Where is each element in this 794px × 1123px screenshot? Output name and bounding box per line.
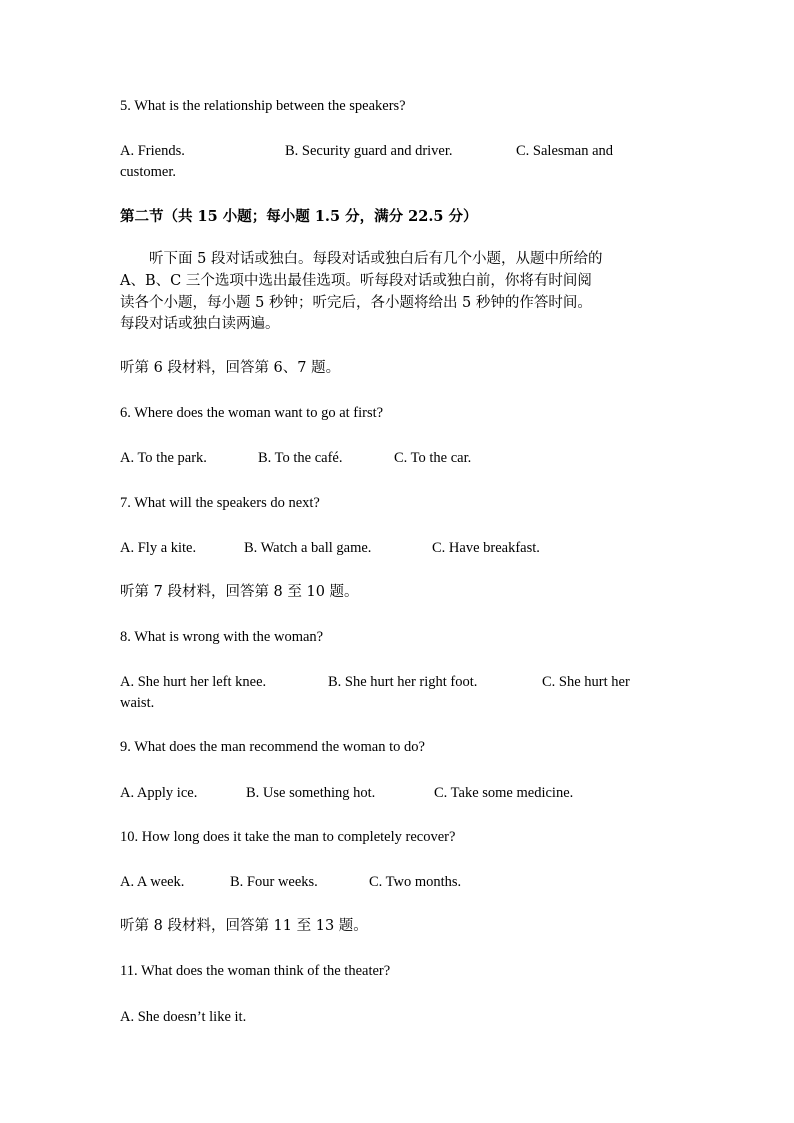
question-6: 6. Where does the woman want to go at first? [120, 405, 384, 421]
option-c: C. Take some medicine. [434, 785, 574, 801]
option-c-continuation: waist. [120, 695, 155, 711]
material-8-label: 听第 8 段材料，回答第 11 至 13 题。 [120, 918, 368, 934]
question-7-options [120, 538, 540, 559]
question-6-options [120, 448, 471, 469]
question-5-options [120, 141, 613, 162]
option-c: C. Salesman and [516, 143, 614, 159]
option-b: B. Four weeks. [230, 874, 318, 890]
option-c-continuation: customer. [120, 164, 176, 180]
option-a: A. To the park. [120, 450, 207, 466]
option-a: A. Apply ice. [120, 785, 198, 801]
material-6-label: 听第 6 段材料，回答第 6、7 题。 [120, 360, 341, 376]
option-b: B. Security guard and driver. [285, 143, 453, 159]
question-10: 10. How long does it take the man to completely recover? [120, 829, 456, 845]
question-11: 11. What does the woman think of the theater? [120, 963, 391, 979]
option-a: A. A week. [120, 874, 185, 890]
option-c: C. To the car. [394, 450, 472, 466]
instructions-line-1: 听下面 5 段对话或独白。每段对话或独白后有几个小题，从题中所给的 [149, 251, 603, 267]
instructions-line-3: 读各个小题，每小题 5 秒钟；听完后，各小题将给出 5 秒钟的作答时间。 [120, 295, 592, 311]
option-a: A. Fly a kite. [120, 540, 197, 556]
instructions-line-2: A、B、C 三个选项中选出最佳选项。听每段对话或独白前，你将有时间阅 [120, 273, 592, 289]
material-7-label: 听第 7 段材料，回答第 8 至 10 题。 [120, 584, 359, 600]
question-9-options [120, 783, 573, 804]
option-c: C. Have breakfast. [432, 540, 540, 556]
option-b: B. She hurt her right foot. [328, 674, 478, 690]
question-8-options [120, 672, 630, 693]
option-c: C. She hurt her [542, 674, 630, 690]
option-b: B. Use something hot. [246, 785, 376, 801]
section-heading: 第二节（共 15 小题；每小题 1.5 分，满分 22.5 分） [120, 208, 478, 225]
question-10-options [120, 872, 461, 893]
option-b: B. Watch a ball game. [244, 540, 372, 556]
option-a: A. She doesn’t like it. [120, 1009, 247, 1025]
question-8: 8. What is wrong with the woman? [120, 629, 324, 645]
question-7: 7. What will the speakers do next? [120, 495, 320, 511]
question-9: 9. What does the man recommend the woman to do? [120, 739, 425, 755]
option-a: A. She hurt her left knee. [120, 674, 267, 690]
option-c: C. Two months. [369, 874, 462, 890]
option-b: B. To the café. [258, 450, 343, 466]
question-5: 5. What is the relationship between the speakers? [120, 98, 406, 114]
instructions-line-4: 每段对话或独白读两遍。 [120, 316, 280, 332]
option-a: A. Friends. [120, 143, 185, 159]
